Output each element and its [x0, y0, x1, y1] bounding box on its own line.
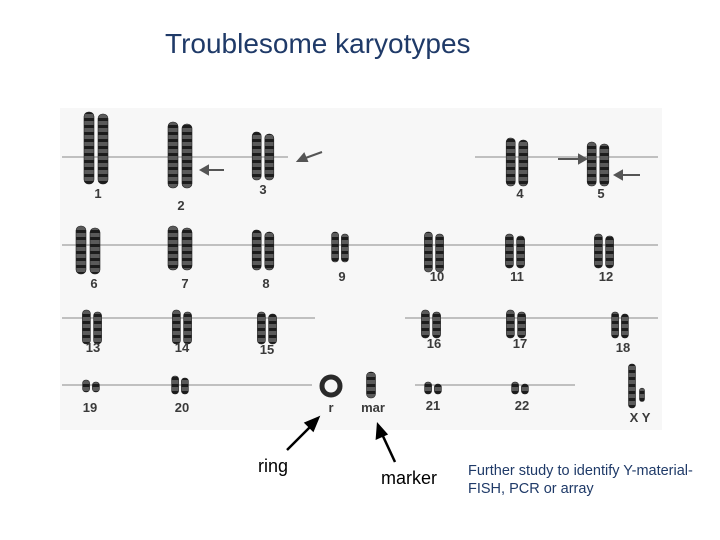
chromosome-label-x-y: X Y: [629, 410, 651, 425]
chromosome-label-8: 8: [262, 276, 270, 291]
chromosome-label-15: 15: [259, 342, 275, 357]
further-study-note: [468, 462, 720, 498]
note-line-1: Further study to identify Y-material-: [468, 463, 693, 479]
ring-pointer-arrow: [287, 425, 312, 450]
marker-pointer-arrowhead: [377, 425, 386, 438]
chromosome-label-2: 2: [177, 198, 185, 213]
chromosome-label-22: 22: [514, 398, 530, 413]
chromosome-label-11: 11: [510, 269, 524, 284]
chromosome-label-5: 5: [597, 186, 605, 201]
chromosome-label-20: 20: [174, 400, 190, 415]
chromosome-label-mar: mar: [361, 400, 385, 415]
chromosome-label-17: 17: [512, 336, 528, 351]
chromosome-label-4: 4: [516, 186, 524, 201]
ring-label: ring: [258, 456, 289, 476]
chromosome-label-7: 7: [181, 276, 189, 291]
note-line-2: FISH, PCR or array: [468, 481, 594, 497]
chromosome-label-21: 21: [425, 398, 441, 413]
chromosome-label-9: 9: [338, 269, 346, 284]
chromosome-label-16: 16: [426, 336, 442, 351]
chromosome-label-18: 18: [615, 340, 631, 355]
chromosome-label-19: 19: [82, 400, 98, 415]
marker-label: marker: [381, 468, 438, 488]
chromosome-label-r: r: [328, 400, 334, 415]
marker-pointer-arrow: [382, 434, 395, 462]
chromosome-label-3: 3: [259, 182, 267, 197]
chromosome-label-10: 10: [429, 269, 445, 284]
chromosome-label-1: 1: [94, 186, 102, 201]
page-title: Troublesome karyotypes: [165, 28, 471, 59]
chromosome-label-13: 13: [85, 340, 101, 355]
chromosome-label-6: 6: [90, 276, 98, 291]
chromosome-label-12: 12: [598, 269, 614, 284]
chromosome-label-14: 14: [174, 340, 190, 355]
